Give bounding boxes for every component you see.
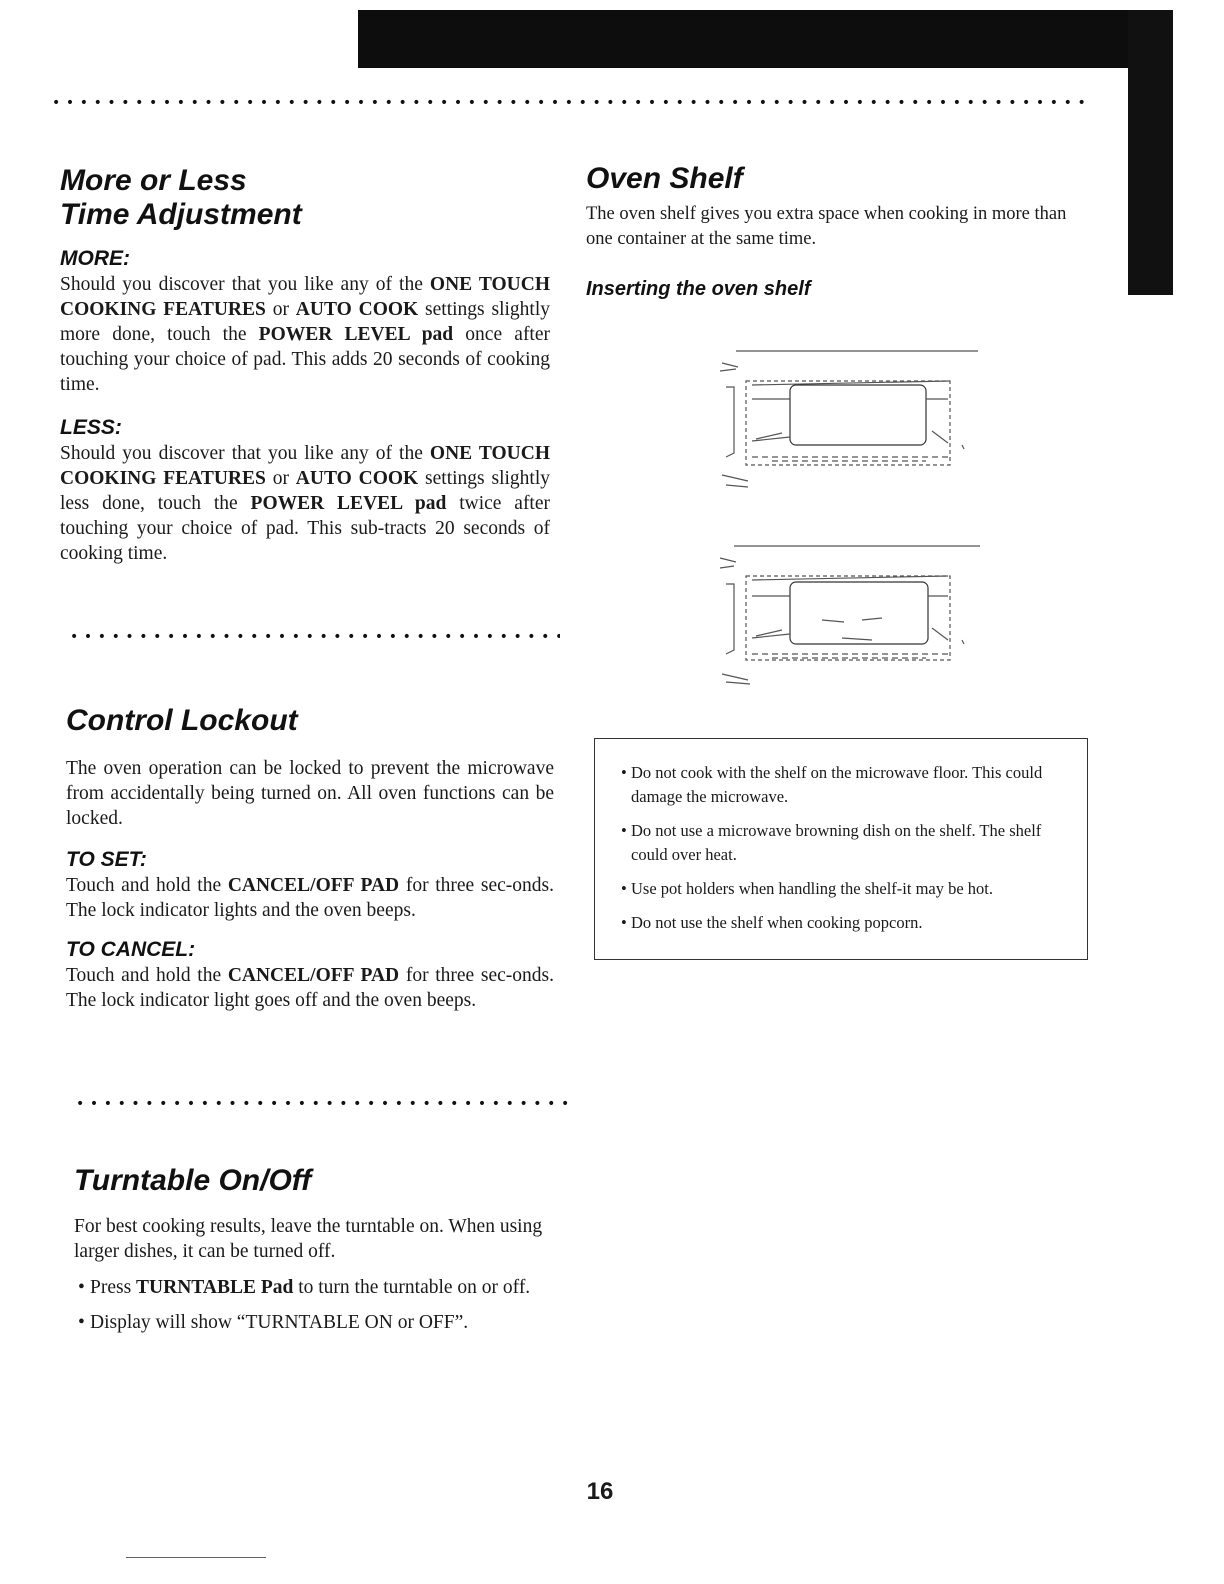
caution-item: • Do not cook with the shelf on the microwave floor. This could damage the microwave. — [619, 761, 1063, 809]
turntable-section — [74, 1164, 562, 1336]
time-adjustment-section — [60, 164, 550, 566]
control-lockout-title: Control Lockout — [66, 704, 298, 737]
turntable-bullet-display: • Display will show “TURNTABLE ON or OFF”. — [74, 1309, 562, 1336]
more-paragraph: Should you discover that you like any of the ONE TOUCH COOKING FEATURES or AUTO COOK settings slightly more done, touch the POWER LEVEL pad once after touching your choice of pad. This adds 20 seconds of cooking time. — [60, 274, 551, 395]
caution-item: • Do not use the shelf when cooking popcorn. — [619, 911, 1063, 935]
oven-shelf-section — [586, 162, 1086, 302]
header-black-bar — [358, 10, 1173, 68]
oven-shelf-intro: The oven shelf gives you extra space when cooking in more than one container at the same time. — [586, 204, 1067, 249]
shelf-cautions-box — [594, 738, 1088, 960]
inserting-shelf-subheading: Inserting the oven shelf — [586, 278, 811, 300]
page-number: 16 — [586, 1478, 614, 1505]
dotted-separator-mid — [70, 630, 560, 644]
control-lockout-section — [66, 704, 554, 1013]
to-cancel-paragraph: Touch and hold the CANCEL/OFF PAD for three sec-onds. The lock indicator light goes off and the oven beeps. — [66, 965, 554, 1011]
dotted-separator-top — [52, 96, 1092, 110]
oven-shelf-illustration-1 — [712, 345, 982, 495]
control-lockout-intro: The oven operation can be locked to prevent the microwave from accidentally being turned on. All oven functions can be locked. — [66, 758, 554, 829]
less-heading: LESS: — [60, 416, 122, 439]
caution-item: • Use pot holders when handling the shelf-it may be hot. — [619, 877, 1063, 901]
footer-rule — [126, 1557, 266, 1558]
less-paragraph: Should you discover that you like any of the ONE TOUCH COOKING FEATURES or AUTO COOK settings slightly less done, touch the POWER LEVEL pad twice after touching your choice of pad. This sub-tracts 20 seconds of cooking time. — [60, 443, 551, 564]
side-tab-bar — [1128, 10, 1173, 295]
to-set-paragraph: Touch and hold the CANCEL/OFF PAD for three sec-onds. The lock indicator lights and the oven beeps. — [66, 875, 554, 921]
time-adjustment-title-line2: Time Adjustment — [60, 198, 302, 231]
to-cancel-heading: TO CANCEL: — [66, 938, 196, 961]
oven-shelf-illustration-2 — [712, 540, 982, 690]
more-heading: MORE: — [60, 247, 130, 270]
turntable-bullet-press: • Press TURNTABLE Pad to turn the turntable on or off. — [74, 1274, 562, 1301]
time-adjustment-title-line1: More or Less — [60, 164, 247, 197]
caution-item: • Do not use a microwave browning dish on the shelf. The shelf could over heat. — [619, 819, 1063, 867]
dotted-separator-lower — [76, 1097, 568, 1111]
oven-shelf-title: Oven Shelf — [586, 162, 743, 195]
turntable-intro: For best cooking results, leave the turntable on. When using larger dishes, it can be turned off. — [74, 1216, 543, 1262]
turntable-title: Turntable On/Off — [74, 1164, 312, 1197]
to-set-heading: TO SET: — [66, 848, 147, 871]
